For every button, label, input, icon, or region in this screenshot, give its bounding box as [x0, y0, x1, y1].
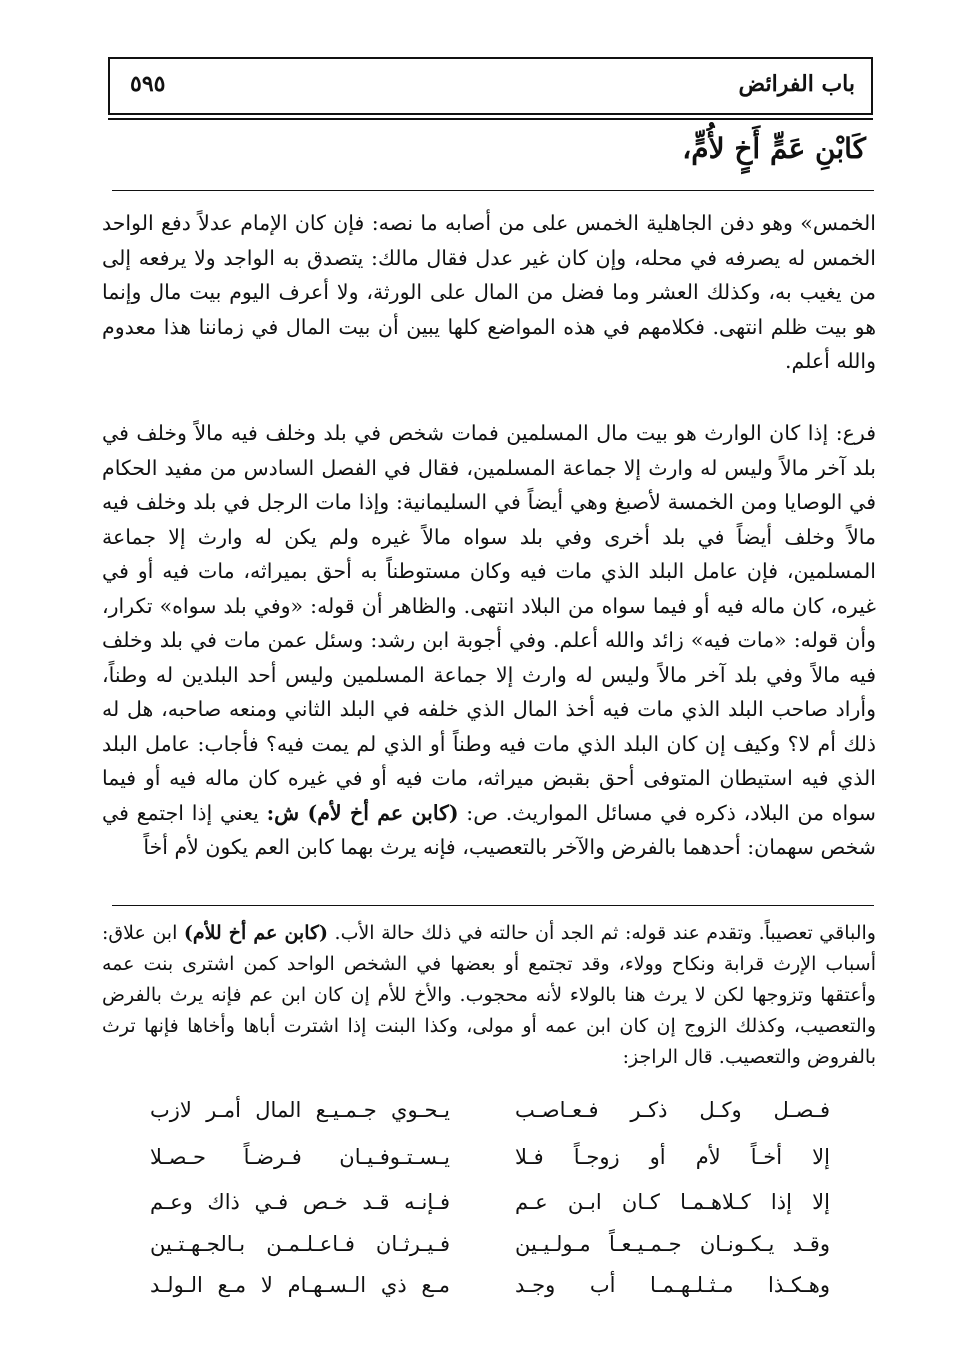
verse-second-hemistich: فـإنـه قـد خـص فـي ذاك وعـم [150, 1190, 450, 1214]
poem-verse [150, 1232, 830, 1276]
poem-verse [150, 1098, 830, 1142]
matn-quote: (كابن عم أخ لأم) ش: [266, 800, 459, 825]
verse-second-hemistich: يـسـتـوفـيـان فـرضـاً حـصـلا [150, 1145, 450, 1169]
commentary-body-continued: يعني إذا اجتمع في شخص سهمان: أحدهما بالفرض والآخر بالتعصيب، فإنه يرث بهما كابن العم يكون لأم أخاً [102, 800, 876, 859]
verse-first-hemistich: وقـد يـكـونـان جـمـيـعـاً مـولـيـين [515, 1232, 830, 1256]
running-title: باب الفرائض [738, 71, 855, 97]
commentary-text: الخمس» وهو دفن الجاهلية الخمس على من أصابه ما نصه: فإن كان الإمام عدلاً دفع الواحد الخمس له يصرفه في محله، وإن كان غير عدل فقال مالك: يتصدق به الواجد ولا يرفعه إلى من يغيب به، وكذلك العشر وما فضل من المال على الورثة، ولا أعرف اليوم بيت مال وإنما هو بيت ظلم انتهى. فكلامهم في هذه المواضع كلها يبين أن بيت المال في زماننا هذا معدوم والله أعلم. [102, 211, 876, 373]
poem-verse [150, 1273, 830, 1317]
footnote-text [102, 918, 876, 1073]
divider-footnote [112, 905, 874, 906]
commentary-text-2 [102, 416, 876, 865]
footnote-quote: (كابن عم أخ للأم) [183, 922, 329, 944]
verse-first-hemistich: إلا إذا كـلاهـمـا كـان ابـن عـم [515, 1190, 830, 1214]
footnote-body-continued: ابن علاق: أسباب الإرث قرابة ونكاح وولاء، وقد تجتمع أو بعضها في الشخص الواحد كمن اشترى بنت عمه وأعتقها وتزوجها لكن لا يرث هنا بالولاء لأنه محجوب. والأخ للأم إن كان ابن عم فإنه يرث بالفرض والتعصيب، وكذلك الزوج إن كان ابن عمه أو مولى، وكذا البنت إذا اشترت أباها وأخاها فإنها ترث بالفروض والتعصيب. قال الراجز: [102, 922, 876, 1068]
verse-second-hemistich: مـع ذي الـسـهـام لا مـع الـولـد [150, 1273, 450, 1297]
divider-top [112, 190, 874, 191]
poem-verse [150, 1190, 830, 1234]
footnote-paragraph [102, 918, 876, 1073]
commentary-body: فرع: إذا كان الوارث هو بيت مال المسلمين فمات شخص في بلد وخلف فيه مالاً وخلف في بلد آخر مالاً وليس له وارث إلا جماعة المسلمين، فقال في الفصل السادس من مفيد الحكام في الوصايا ومن الخمسة لأصبغ وهي أيضاً في السليمانية: وإذا مات الرجل في بلد وخلف فيه مالاً وخلف أيضاً في بلد أخرى وفي بلد سواه مالاً غيره ولم يكن له وارث إلا جماعة المسلمين، فإن عامل البلد الذي مات فيه وكان مستوطناً به أحق بميراثه، مات فيه أو في غيره، كان ماله فيه أو فيما سواه من البلاد انتهى. والظاهر أن قوله: «وفي بلد سواه» تكرار، وأن قوله: «مات فيه» زائد والله أعلم. وفي أجوبة ابن رشد: وسئل عمن مات في بلد وخلف فيه مالاً وفي بلد آخر مالاً وليس له وارث إلا جماعة المسلمين وليس أحد البلدين له وطناً، وأراد صاحب البلد الذي مات فيه أخذ المال الذي خلفه في البلد الثاني ومنعه صاحبه، هل له ذلك أم لا؟ وكيف إن كان البلد الذي مات فيه وطناً أو الذي لم يمت فيه؟ فأجاب: عامل البلد الذي فيه استيطان المتوفى أحق بقبض ميراثه، مات فيه أو في غيره كان ماله فيه أو فيما سواه من البلاد، ذكره في مسائل المواريث. ص: [102, 421, 876, 825]
verse-second-hemistich: يـحـوي جـمـيـع المال أمـر لازب [150, 1098, 450, 1122]
verse-first-hemistich: إلا أخـاً لأم أو زوجـاً فـلا [515, 1145, 830, 1169]
footnote-body: والباقي تعصيباً. وتقدم عند قوله: ثم الجد أن حالته في ذلك حالة الأب. [334, 922, 876, 944]
verse-second-hemistich: فـيـرثـان فـاعـلـمـن بـالجـهـتـين [150, 1232, 450, 1256]
commentary-paragraph-1 [102, 206, 876, 379]
verse-first-hemistich: فـصـل وكـل ذكـر فـعـاصـب [515, 1098, 830, 1122]
verse-first-hemistich: وهـكـذا مـثـلـهـمـا أب وجـد [515, 1273, 830, 1297]
page-number: ٥٩٥ [130, 71, 166, 97]
poem-verse [150, 1145, 830, 1189]
page-header [108, 57, 873, 115]
matn-text: كَابْنِ عَمٍّ أَخٍ لأُمٍّ، [682, 132, 866, 165]
commentary-paragraph-2 [102, 416, 876, 865]
